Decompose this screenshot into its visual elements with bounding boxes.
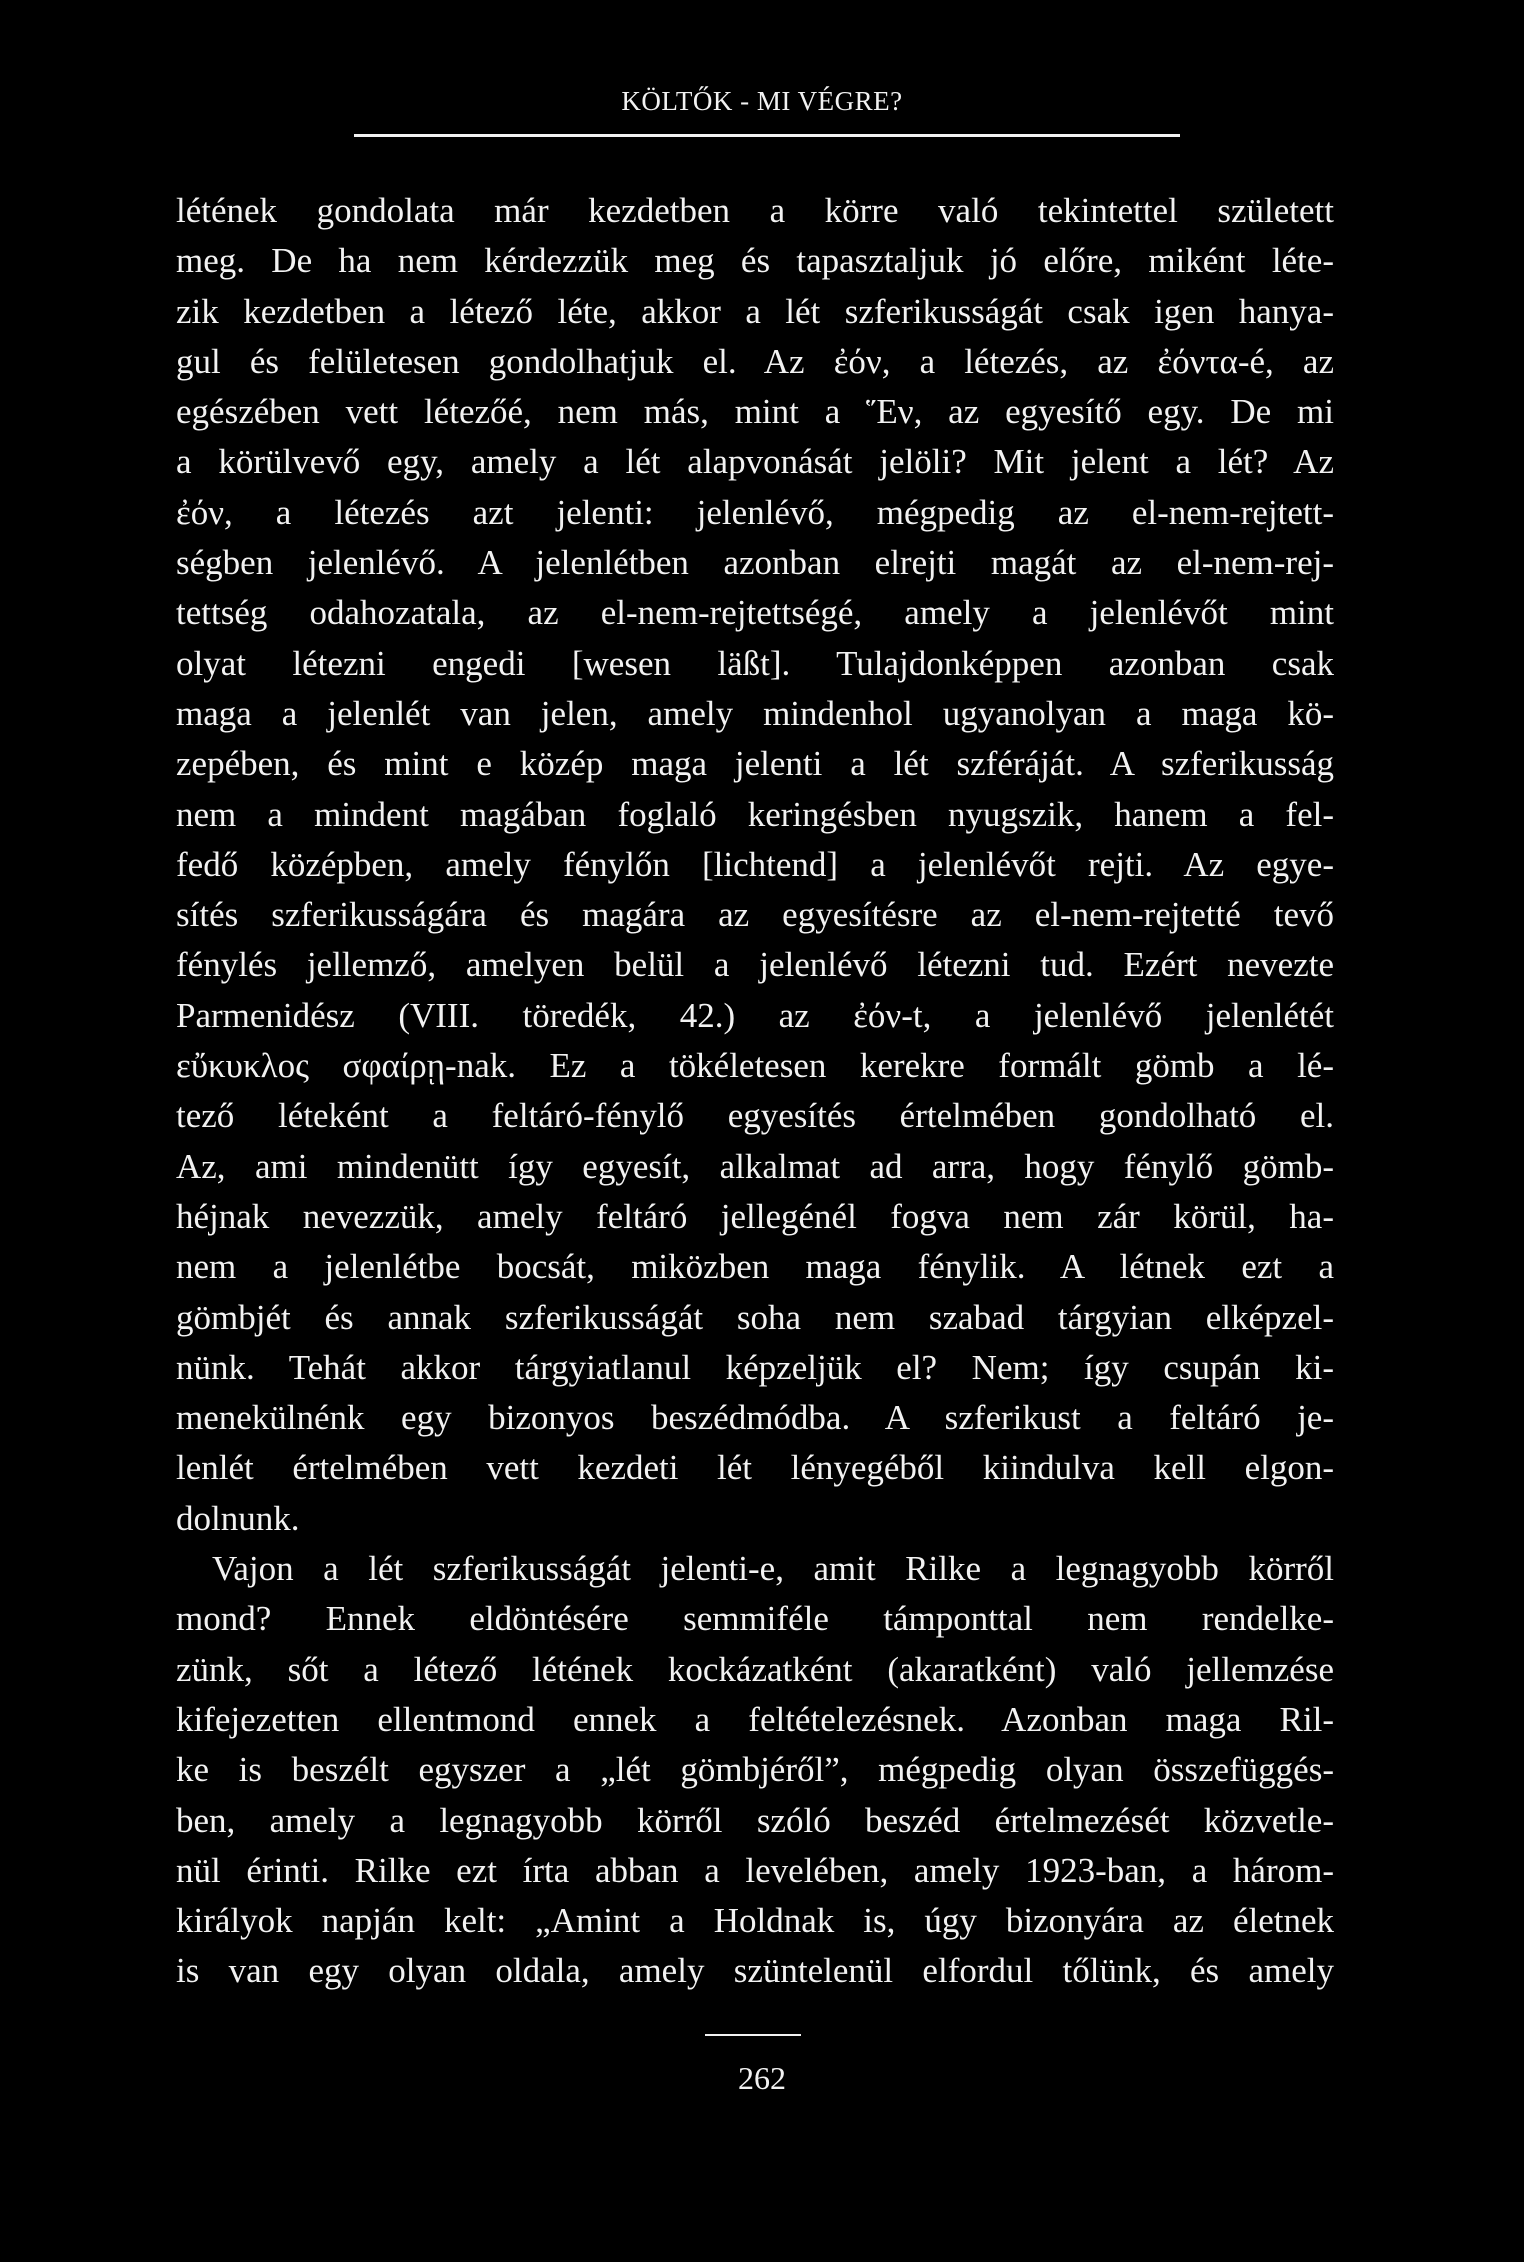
text-line: Parmenidész (VIII. töredék, 42.) az ἐόν-t, a jelenlévő jelenlétét bbox=[176, 995, 1334, 1035]
text-line: fénylés jellemző, amelyen belül a jelenlévő létezni tud. Ezért nevezte bbox=[176, 945, 1334, 985]
text-line: mond? Ennek eldöntésére semmiféle támponttal nem rendelke- bbox=[176, 1599, 1334, 1639]
text-line: is van egy olyan oldala, amely szüntelenül elfordul tőlünk, és amely bbox=[176, 1951, 1334, 1991]
page-number: 262 bbox=[738, 2060, 786, 2096]
text-line: nem a mindent magában foglaló keringésben nyugszik, hanem a fel- bbox=[176, 794, 1334, 834]
text-line: maga a jelenlét van jelen, amely mindenhol ugyanolyan a maga kö- bbox=[176, 693, 1334, 733]
text-line: fedő középben, amely fénylőn [lichtend] a jelenlévőt rejti. Az egye- bbox=[176, 844, 1334, 884]
text-line: kifejezetten ellentmond ennek a feltételezésnek. Azonban maga Ril- bbox=[176, 1699, 1334, 1739]
text-line: olyat létezni engedi [wesen läßt]. Tulajdonképpen azonban csak bbox=[176, 643, 1334, 683]
text-line: zünk, sőt a létező létének kockázatként (akaratként) való jellemzése bbox=[176, 1649, 1334, 1689]
text-line: εὔκυκλος σφαίρῃ-nak. Ez a tökéletesen kerekre formált gömb a lé- bbox=[176, 1046, 1334, 1086]
text-line: zik kezdetben a létező léte, akkor a lét szferikusságát csak igen hanya- bbox=[176, 291, 1334, 331]
text-line: sítés szferikusságára és magára az egyesítésre az el-nem-rejtetté tevő bbox=[176, 895, 1334, 935]
text-line: gömbjét és annak szferikusságát soha nem szabad tárgyian elképzel- bbox=[176, 1297, 1334, 1337]
text-line: ben, amely a legnagyobb körről szóló beszéd értelmezését közvetle- bbox=[176, 1800, 1334, 1840]
text-line: tező léteként a feltáró-fénylő egyesítés értelmében gondolható el. bbox=[176, 1096, 1334, 1136]
text-line: héjnak nevezzük, amely feltáró jellegénél fogva nem zár körül, ha- bbox=[176, 1196, 1334, 1236]
text-line: meg. De ha nem kérdezzük meg és tapasztaljuk jó előre, miként léte- bbox=[176, 241, 1334, 281]
footer-rule bbox=[705, 2034, 801, 2036]
text-line: ἐόν, a létezés azt jelenti: jelenlévő, mégpedig az el-nem-rejtett- bbox=[176, 492, 1334, 532]
paragraph-end-line: dolnunk. bbox=[176, 1498, 300, 1538]
text-line: nül érinti. Rilke ezt írta abban a levelében, amely 1923-ban, a három- bbox=[176, 1850, 1334, 1890]
running-header: KÖLTŐK - MI VÉGRE? bbox=[621, 86, 903, 116]
text-line: tettség odahozatala, az el-nem-rejtettségé, amely a jelenlévőt mint bbox=[176, 593, 1334, 633]
body-text bbox=[176, 186, 1334, 1997]
text-line: Az, ami mindenütt így egyesít, alkalmat ad arra, hogy fénylő gömb- bbox=[176, 1146, 1334, 1186]
text-line: ke is beszélt egyszer a „lét gömbjéről”, mégpedig olyan összefüggés- bbox=[176, 1750, 1334, 1790]
text-line: királyok napján kelt: „Amint a Holdnak is, úgy bizonyára az életnek bbox=[176, 1901, 1334, 1941]
text-line: lenlét értelmében vett kezdeti lét lényegéből kiindulva kell elgon- bbox=[176, 1448, 1334, 1488]
text-line: menekülnénk egy bizonyos beszédmódba. A szferikust a feltáró je- bbox=[176, 1398, 1334, 1438]
text-line: létének gondolata már kezdetben a körre való tekintettel született bbox=[176, 191, 1334, 230]
text-line: nem a jelenlétbe bocsát, miközben maga fénylik. A létnek ezt a bbox=[176, 1247, 1334, 1287]
text-line: egészében vett létezőé, nem más, mint a Ἕν, az egyesítő egy. De mi bbox=[176, 392, 1334, 432]
text-line: zepében, és mint e közép maga jelenti a lét szféráját. A szferikusság bbox=[176, 744, 1334, 784]
paragraph-start-line: Vajon a lét szferikusságát jelenti-e, amit Rilke a legnagyobb körről bbox=[212, 1549, 1334, 1589]
text-line: nünk. Tehát akkor tárgyiatlanul képzeljük el? Nem; így csupán ki- bbox=[176, 1347, 1334, 1387]
header-rule bbox=[354, 134, 1180, 137]
text-line: a körülvevő egy, amely a lét alapvonását jelöli? Mit jelent a lét? Az bbox=[176, 442, 1334, 482]
text-line: ségben jelenlévő. A jelenlétben azonban elrejti magát az el-nem-rej- bbox=[176, 543, 1334, 583]
text-line: gul és felületesen gondolhatjuk el. Az ἐόν, a létezés, az ἐόντα-é, az bbox=[176, 341, 1334, 381]
